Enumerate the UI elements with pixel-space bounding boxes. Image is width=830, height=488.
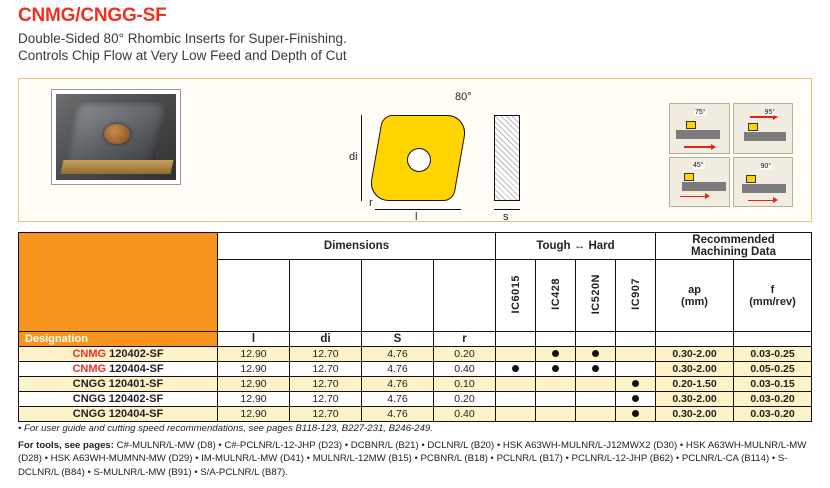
- cell-designation: [19, 362, 218, 377]
- cell-designation: [19, 377, 218, 392]
- cell-f: 0.03-0.20: [734, 392, 812, 407]
- subtitle-line-1: Double-Sided 80° Rhombic Inserts for Super-Finishing.: [18, 30, 347, 46]
- note-tools-label: For tools, see pages:: [18, 439, 114, 451]
- tool-icon-95: [733, 103, 794, 154]
- cell-di: 12.70: [290, 407, 362, 422]
- ap-unit: (mm): [681, 295, 708, 308]
- designation-suffix: 120404-SF: [105, 408, 164, 420]
- dimension-line-s: [494, 209, 520, 210]
- designation-suffix: 120402-SF: [105, 393, 164, 405]
- insert-photo-image: [56, 94, 176, 180]
- recommended-line-2: Machining Data: [691, 246, 776, 258]
- cell-grade-ic428: [536, 407, 576, 422]
- col-header-s: S: [362, 332, 434, 347]
- cell-ap: 0.30-2.00: [656, 392, 734, 407]
- cell-l: 12.90: [218, 347, 290, 362]
- cell-di: 12.70: [290, 377, 362, 392]
- corner-cell: [19, 233, 218, 332]
- page-subtitle: [18, 30, 830, 65]
- grade-dot-icon: [632, 395, 639, 402]
- insert-side-view: [494, 115, 520, 201]
- feed-direction-arrow: [680, 196, 706, 198]
- cell-grade-ic520n: [576, 362, 616, 377]
- cell-grade-ic6015: [496, 377, 536, 392]
- cell-r: 0.10: [434, 377, 496, 392]
- grade-sub-ic907: [616, 332, 656, 347]
- cell-r: 0.20: [434, 392, 496, 407]
- tool-insert-tip: [746, 175, 756, 183]
- col-header-s-spacer: [362, 260, 434, 332]
- table-group-header-row: [19, 233, 812, 260]
- label-r: r: [369, 197, 373, 209]
- cell-f: 0.05-0.25: [734, 362, 812, 377]
- designation-suffix: 120401-SF: [105, 378, 164, 390]
- subtitle-line-2: Controls Chip Flow at Very Low Feed and Depth of Cut: [18, 48, 347, 64]
- designation-suffix: 120404-SF: [106, 363, 164, 375]
- cell-di: 12.70: [290, 362, 362, 377]
- cell-di: 12.70: [290, 347, 362, 362]
- table-row: [19, 347, 812, 362]
- technical-drawing: [319, 85, 619, 223]
- col-header-ap: [656, 260, 734, 332]
- figure-panel: [18, 78, 812, 222]
- col-header-r: r: [434, 332, 496, 347]
- group-header-tough-hard: Tough ↔ Hard: [496, 233, 656, 260]
- label-di: di: [349, 151, 358, 163]
- label-s: s: [503, 211, 509, 223]
- grade-sub-ic428: [536, 332, 576, 347]
- col-header-di: di: [290, 332, 362, 347]
- cell-grade-ic520n: [576, 347, 616, 362]
- tool-insert-tip: [748, 123, 758, 131]
- feed-direction-arrow: [684, 146, 712, 148]
- col-header-f: [734, 260, 812, 332]
- tool-insert-tip: [686, 121, 696, 129]
- cell-di: 12.70: [290, 392, 362, 407]
- cell-designation: [19, 392, 218, 407]
- grade-dot-icon: [552, 365, 559, 372]
- grade-header-ic6015: [496, 260, 536, 332]
- cell-grade-ic6015: [496, 407, 536, 422]
- cell-s: 4.76: [362, 347, 434, 362]
- cell-grade-ic428: [536, 362, 576, 377]
- cell-s: 4.76: [362, 362, 434, 377]
- table-row: [19, 392, 812, 407]
- tool-angle-label: 45°: [693, 161, 704, 169]
- designation-prefix: CNGG: [72, 408, 106, 420]
- label-angle: 80°: [455, 91, 472, 103]
- recommended-line-1: Recommended: [692, 234, 775, 246]
- grade-dot-icon: [512, 365, 519, 372]
- tool-icon-90: [733, 157, 794, 208]
- designation-prefix: CNMG: [72, 363, 107, 375]
- cell-l: 12.90: [218, 377, 290, 392]
- cell-ap: 0.20-1.50: [656, 377, 734, 392]
- cell-ap: 0.30-2.00: [656, 407, 734, 422]
- grade-dot-icon: [552, 350, 559, 357]
- tool-angle-label: 95°: [764, 109, 776, 116]
- tool-holder-shape: [676, 130, 720, 139]
- page-title: CNMG/CNGG-SF: [18, 5, 167, 26]
- note-user-guide: • For user guide and cutting speed recommendations, see pages B118-123, B227-231, B246-249.: [18, 423, 433, 434]
- cell-ap: 0.30-2.00: [656, 347, 734, 362]
- cell-l: 12.90: [218, 362, 290, 377]
- cell-r: 0.40: [434, 407, 496, 422]
- grade-dot-icon: [632, 410, 639, 417]
- table-column-label-row: [19, 332, 812, 347]
- dimension-line-di: [361, 115, 362, 201]
- grade-label: IC6015: [509, 274, 522, 314]
- col-header-r-spacer: [434, 260, 496, 332]
- specification-table-wrapper: [18, 232, 812, 422]
- cell-grade-ic428: [536, 347, 576, 362]
- cell-grade-ic428: [536, 392, 576, 407]
- col-header-di-spacer: [290, 260, 362, 332]
- grade-header-ic907: [616, 260, 656, 332]
- cell-r: 0.40: [434, 362, 496, 377]
- f-symbol: f: [770, 283, 775, 296]
- specification-table: [18, 232, 812, 422]
- cell-grade-ic907: [616, 407, 656, 422]
- grade-label: IC520N: [589, 273, 602, 315]
- feed-direction-arrow: [748, 200, 774, 202]
- cell-grade-ic6015: [496, 347, 536, 362]
- designation-prefix: CNGG: [72, 378, 106, 390]
- cell-s: 4.76: [362, 407, 434, 422]
- tool-holder-shape: [682, 182, 726, 191]
- cell-l: 12.90: [218, 392, 290, 407]
- grade-dot-icon: [632, 380, 639, 387]
- cell-l: 12.90: [218, 407, 290, 422]
- cell-grade-ic520n: [576, 392, 616, 407]
- grade-label: IC428: [549, 278, 562, 310]
- grade-label: IC907: [629, 278, 642, 310]
- cell-grade-ic520n: [576, 377, 616, 392]
- grade-header-ic520n: [576, 260, 616, 332]
- cell-r: 0.20: [434, 347, 496, 362]
- tool-icon-75: [669, 103, 730, 154]
- table-body: [19, 347, 812, 422]
- cell-s: 4.76: [362, 392, 434, 407]
- designation-prefix: CNMG: [72, 348, 107, 360]
- designation-suffix: 120402-SF: [106, 348, 164, 360]
- note-tools: [18, 439, 812, 480]
- tool-angle-label: 90°: [760, 162, 772, 170]
- cell-grade-ic6015: [496, 392, 536, 407]
- cell-grade-ic907: [616, 347, 656, 362]
- cell-f: 0.03-0.15: [734, 377, 812, 392]
- group-header-dimensions: Dimensions: [218, 233, 496, 260]
- cell-grade-ic520n: [576, 407, 616, 422]
- col-header-l-spacer: [218, 260, 290, 332]
- page-header: [0, 0, 830, 64]
- f-sub: [734, 332, 812, 347]
- table-row: [19, 362, 812, 377]
- tool-angle-label: 75°: [695, 109, 706, 116]
- f-unit: (mm/rev): [749, 295, 796, 308]
- grade-header-ic428: [536, 260, 576, 332]
- table-row: [19, 377, 812, 392]
- grade-sub-ic520n: [576, 332, 616, 347]
- note-tools-text: C#-MULNR/L-MW (D8) • C#-PCLNR/L-12-JHP (D23) • DCBNR/L (B21) • DCLNR/L (B20) • HSK A63WH-MULNR/L-J12MWX2 (D30) • HSK A63WH-MULNR/L-MW (D28) • HSK A63WH-MUMNN-MW (D29) • IM-MULNR/L-MW (D41) • MULNR/L-12MW (B15) • PCBNR/L (B18) • PCLNR/L (B17) • PCLNR/L-12-JHP (B62) • PCLNR/L-CA (B114) • S-DCLNR/L (B84) • S-MULNR/L-MW (B91) • S/A-PCLNR/L (B87).: [18, 439, 807, 478]
- insert-photo: [51, 89, 181, 185]
- label-l: l: [415, 211, 418, 223]
- tool-holder-shape: [742, 184, 786, 193]
- ap-sub: [656, 332, 734, 347]
- cell-s: 4.76: [362, 377, 434, 392]
- grade-dot-icon: [592, 350, 599, 357]
- cell-f: 0.03-0.25: [734, 347, 812, 362]
- tool-icon-grid: [669, 103, 793, 207]
- insert-photo-hole: [104, 124, 130, 144]
- cell-designation: [19, 347, 218, 362]
- tool-icon-45: [669, 157, 730, 208]
- ap-symbol: ap: [688, 283, 701, 296]
- dimension-line-l: [375, 209, 461, 210]
- cell-grade-ic6015: [496, 362, 536, 377]
- cell-f: 0.03-0.20: [734, 407, 812, 422]
- grade-sub-ic6015: [496, 332, 536, 347]
- group-header-recommended: [656, 233, 812, 260]
- insert-photo-base: [61, 160, 174, 174]
- col-header-l: l: [218, 332, 290, 347]
- feed-direction-arrow: [750, 116, 774, 118]
- cell-grade-ic907: [616, 362, 656, 377]
- tool-holder-shape: [744, 132, 786, 141]
- cell-grade-ic907: [616, 392, 656, 407]
- insert-center-hole: [407, 148, 431, 172]
- cell-grade-ic907: [616, 377, 656, 392]
- col-header-designation: Designation: [19, 332, 218, 347]
- cell-designation: [19, 407, 218, 422]
- tool-insert-tip: [684, 173, 694, 181]
- cell-ap: 0.30-2.00: [656, 362, 734, 377]
- footnotes: [18, 422, 812, 482]
- designation-prefix: CNGG: [72, 393, 106, 405]
- table-row: [19, 407, 812, 422]
- cell-grade-ic428: [536, 377, 576, 392]
- grade-dot-icon: [592, 365, 599, 372]
